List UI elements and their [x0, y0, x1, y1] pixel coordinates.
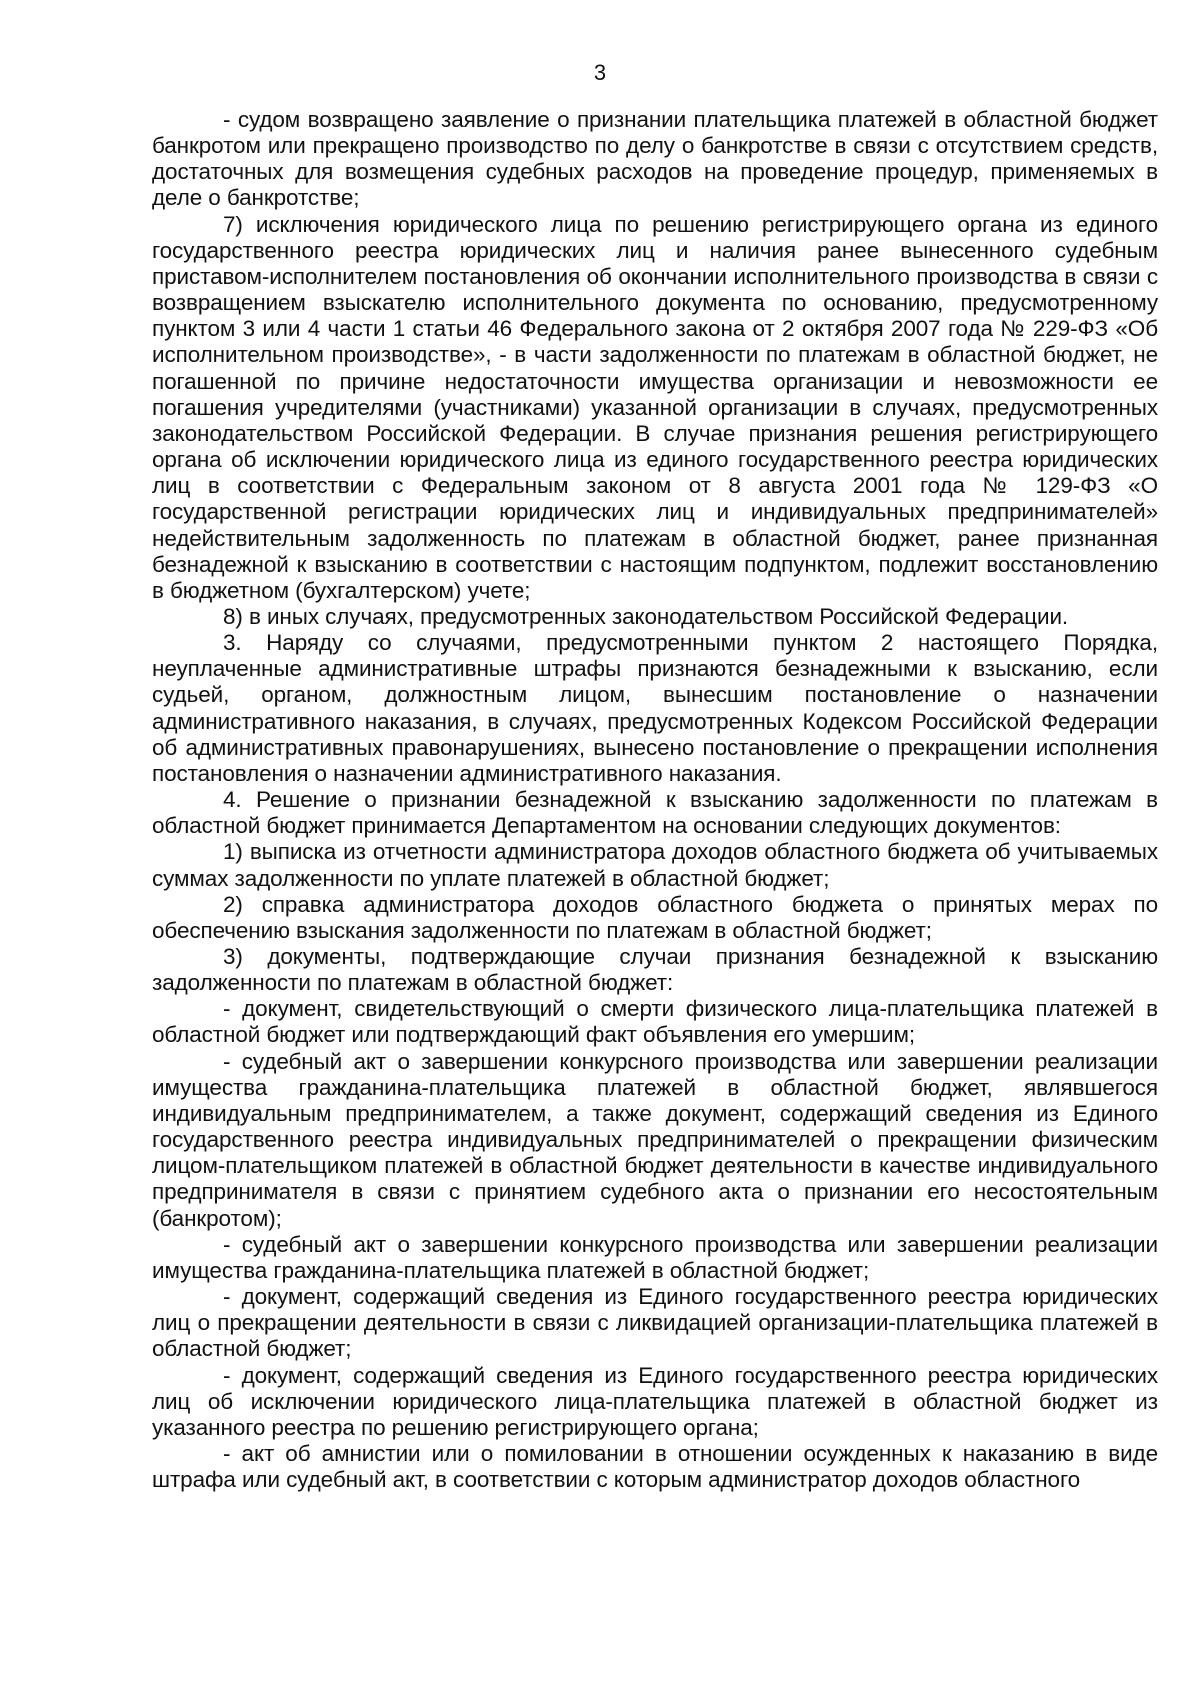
paragraph-death-document: - документ, свидетельствующий о смерти физического лица-плательщика платежей в областной бюджет или подтверждающий факт объявления его умершим;	[152, 996, 1158, 1048]
paragraph-doc-1: 1) выписка из отчетности администратора доходов областного бюджета об учитываемых суммах задолженности по уплате платежей в областной бюджет;	[152, 839, 1158, 891]
paragraph-doc-3: 3) документы, подтверждающие случаи признания безнадежной к взысканию задолженности по платежам в областной бюджет:	[152, 944, 1158, 996]
paragraph-court-act-entrepreneur: - судебный акт о завершении конкурсного производства или завершении реализации имущества гражданина-плательщика платежей в областной бюджет, являвшегося индивидуальным предпринимателем, а также документ, содержащий сведения из Единого государственного реестра индивидуальных предпринимателей о прекращении физическим лицом-плательщиком платежей в областной бюджет деятельности в качестве индивидуального предпринимателя в связи с принятием судебного акта о признании его несостоятельным (банкротом);	[152, 1048, 1158, 1231]
paragraph-item-8: 8) в иных случаях, предусмотренных законодательством Российской Федерации.	[223, 603, 1069, 629]
page-number: 3	[593, 60, 607, 85]
paragraph-doc-2: 2) справка администратора доходов областного бюджета о принятых мерах по обеспечению взыскания задолженности по платежам в областной бюджет;	[152, 891, 1158, 943]
paragraph-item-7: 7) исключения юридического лица по решению регистрирующего органа из единого государственного реестра юридических лиц и наличия ранее вынесенного судебным приставом-исполнителем постановления об окончании исполнительного производства в связи с возвращением взыскателю исполнительного документа по основанию, предусмотренному пунктом 3 или 4 части 1 статьи 46 Федерального закона от 2 октября 2007 года № 229-ФЗ «Об исполнительном производстве», - в части задолженности по платежам в областной бюджет, не погашенной по причине недостаточности имущества организации и невозможности ее погашения учредителями (участниками) указанной организации в случаях, предусмотренных законодательством Российской Федерации. В случае признания решения регистрирующего органа об исключении юридического лица из единого государственного реестра юридических лиц в соответствии с Федеральным законом от 8 августа 2001 года № 129-ФЗ «О государственной регистрации юридических лиц и индивидуальных предпринимателей» недействительным задолженность по платежам в областной бюджет, ранее признанная безнадежной к взысканию в соответствии с настоящим подпунктом, подлежит восстановлению в бюджетном (бухгалтерском) учете;	[152, 211, 1158, 603]
paragraph-section-4: 4. Решение о признании безнадежной к взысканию задолженности по платежам в областной бюджет принимается Департаментом на основании следующих документов:	[152, 787, 1158, 839]
paragraph-exclusion-document: - документ, содержащий сведения из Единого государственного реестра юридических лиц об исключении юридического лица-плательщика платежей в областной бюджет из указанного реестра по решению регистрирующего органа;	[152, 1362, 1158, 1440]
paragraph-bankruptcy-returned: - судом возвращено заявление о признании плательщика платежей в областной бюджет банкротом или прекращено производство по делу о банкротстве в связи с отсутствием средств, достаточных для возмещения судебных расходов на проведение процедур, применяемых в деле о банкротстве;	[152, 107, 1158, 211]
paragraph-amnesty-act: - акт об амнистии или о помиловании в отношении осужденных к наказанию в виде штрафа или судебный акт, в соответствии с которым администратор доходов областного	[152, 1440, 1158, 1493]
paragraph-section-3: 3. Наряду со случаями, предусмотренными пунктом 2 настоящего Порядка, неуплаченные административные штрафы признаются безнадежными к взысканию, если судьей, органом, должностным лицом, вынесшим постановление о назначении административного наказания, в случаях, предусмотренных Кодексом Российской Федерации об административных правонарушениях, вынесено постановление о прекращении исполнения постановления о назначении административного наказания.	[152, 630, 1158, 786]
document-body	[152, 107, 1158, 1493]
paragraph-liquidation-document: - документ, содержащий сведения из Единого государственного реестра юридических лиц о прекращении деятельности в связи с ликвидацией организации-плательщика платежей в областной бюджет;	[152, 1284, 1158, 1362]
paragraph-court-act-citizen: - судебный акт о завершении конкурсного производства или завершении реализации имущества гражданина-плательщика платежей в областной бюджет;	[152, 1231, 1158, 1283]
